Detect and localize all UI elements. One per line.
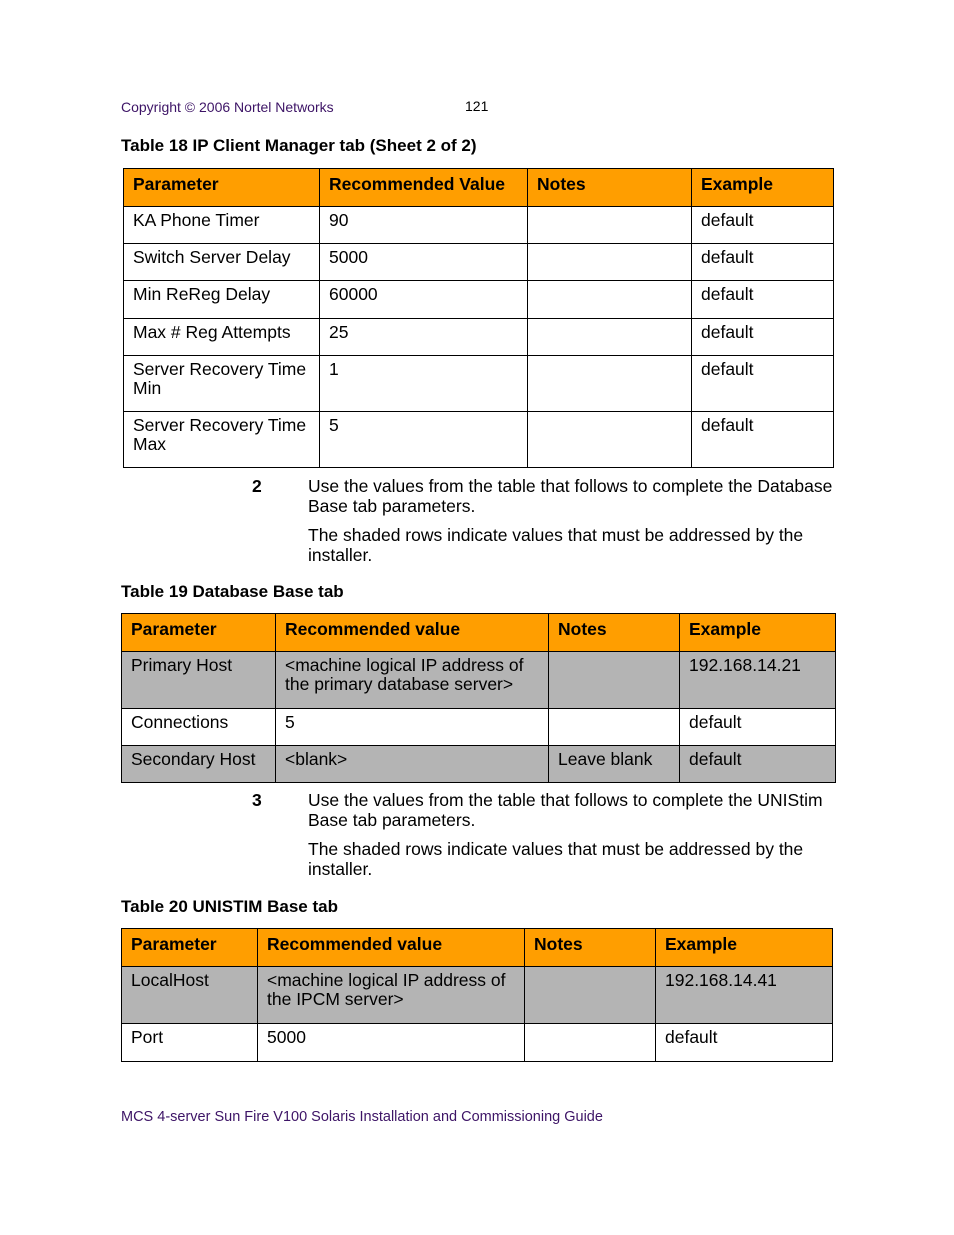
table-row bbox=[124, 207, 834, 244]
table-19 bbox=[121, 613, 836, 783]
table-row bbox=[122, 709, 836, 746]
table-cell: default bbox=[692, 207, 834, 244]
table-cell: 5 bbox=[276, 709, 549, 746]
table-cell: 192.168.14.21 bbox=[680, 652, 836, 709]
table-cell: default bbox=[692, 281, 834, 319]
table-cell bbox=[525, 967, 656, 1024]
table-18 bbox=[123, 168, 834, 468]
table-cell: default bbox=[692, 244, 834, 281]
table-cell: default bbox=[680, 709, 836, 746]
table-cell: Primary Host bbox=[122, 652, 276, 709]
table-cell: KA Phone Timer bbox=[124, 207, 320, 244]
table-cell: Secondary Host bbox=[122, 746, 276, 783]
column-header: Example bbox=[656, 929, 833, 967]
table-cell bbox=[549, 652, 680, 709]
table-cell: 5000 bbox=[258, 1024, 525, 1062]
table-cell: <machine logical IP address of the IPCM server> bbox=[258, 967, 525, 1024]
table-cell: Switch Server Delay bbox=[124, 244, 320, 281]
table-header-row bbox=[124, 169, 834, 207]
step-instruction: Use the values from the table that follows to complete the Database Base tab parameters. bbox=[308, 476, 833, 516]
table-row bbox=[122, 652, 836, 709]
table-row bbox=[122, 1024, 833, 1062]
table-row bbox=[122, 967, 833, 1024]
table-row bbox=[124, 412, 834, 468]
column-header: Notes bbox=[549, 614, 680, 652]
column-header: Recommended value bbox=[258, 929, 525, 967]
step-note: The shaded rows indicate values that must be addressed by the installer. bbox=[308, 839, 804, 879]
table-cell bbox=[528, 412, 692, 468]
step-instruction: Use the values from the table that follows to complete the UNIStim Base tab parameters. bbox=[308, 790, 823, 830]
table-cell: 5 bbox=[320, 412, 528, 468]
table-cell: Connections bbox=[122, 709, 276, 746]
table-cell: 1 bbox=[320, 356, 528, 412]
table-cell: <machine logical IP address of the primary database server> bbox=[276, 652, 549, 709]
column-header: Parameter bbox=[122, 614, 276, 652]
table-row bbox=[124, 319, 834, 356]
table-row bbox=[124, 356, 834, 412]
table-cell: Port bbox=[122, 1024, 258, 1062]
table-cell: default bbox=[656, 1024, 833, 1062]
table-header-row bbox=[122, 929, 833, 967]
column-header: Recommended value bbox=[276, 614, 549, 652]
table-cell bbox=[528, 244, 692, 281]
document-footer-title: MCS 4-server Sun Fire V100 Solaris Installation and Commissioning Guide bbox=[121, 1109, 603, 1125]
column-header: Parameter bbox=[122, 929, 258, 967]
table-header-row bbox=[122, 614, 836, 652]
table-cell bbox=[528, 281, 692, 319]
column-header: Example bbox=[692, 169, 834, 207]
table-20 bbox=[121, 928, 833, 1062]
table-row bbox=[124, 244, 834, 281]
table-cell bbox=[549, 709, 680, 746]
table-cell bbox=[528, 356, 692, 412]
table-cell: Server Recovery Time Max bbox=[124, 412, 320, 468]
table-cell: default bbox=[680, 746, 836, 783]
column-header: Parameter bbox=[124, 169, 320, 207]
table-cell bbox=[525, 1024, 656, 1062]
table-cell: default bbox=[692, 356, 834, 412]
table-cell: LocalHost bbox=[122, 967, 258, 1024]
table-row bbox=[122, 746, 836, 783]
table-cell: default bbox=[692, 319, 834, 356]
column-header: Notes bbox=[525, 929, 656, 967]
table-cell: 60000 bbox=[320, 281, 528, 319]
column-header: Example bbox=[680, 614, 836, 652]
table-20-caption: Table 20 UNISTIM Base tab bbox=[121, 897, 338, 916]
table-cell: Min ReReg Delay bbox=[124, 281, 320, 319]
column-header: Notes bbox=[528, 169, 692, 207]
step-number: 2 bbox=[252, 476, 262, 496]
step-note: The shaded rows indicate values that must be addressed by the installer. bbox=[308, 525, 804, 565]
table-cell: Leave blank bbox=[549, 746, 680, 783]
column-header: Recommended Value bbox=[320, 169, 528, 207]
table-cell bbox=[528, 207, 692, 244]
step-number: 3 bbox=[252, 790, 262, 810]
table-cell: Max # Reg Attempts bbox=[124, 319, 320, 356]
table-19-caption: Table 19 Database Base tab bbox=[121, 582, 344, 601]
table-cell bbox=[528, 319, 692, 356]
page-number: 121 bbox=[465, 98, 489, 114]
table-cell: 192.168.14.41 bbox=[656, 967, 833, 1024]
copyright-notice: Copyright © 2006 Nortel Networks bbox=[121, 99, 334, 115]
table-row bbox=[124, 281, 834, 319]
table-cell: Server Recovery Time Min bbox=[124, 356, 320, 412]
table-cell: <blank> bbox=[276, 746, 549, 783]
table-cell: default bbox=[692, 412, 834, 468]
table-cell: 90 bbox=[320, 207, 528, 244]
table-cell: 5000 bbox=[320, 244, 528, 281]
table-18-caption: Table 18 IP Client Manager tab (Sheet 2 of 2) bbox=[121, 136, 477, 155]
table-cell: 25 bbox=[320, 319, 528, 356]
